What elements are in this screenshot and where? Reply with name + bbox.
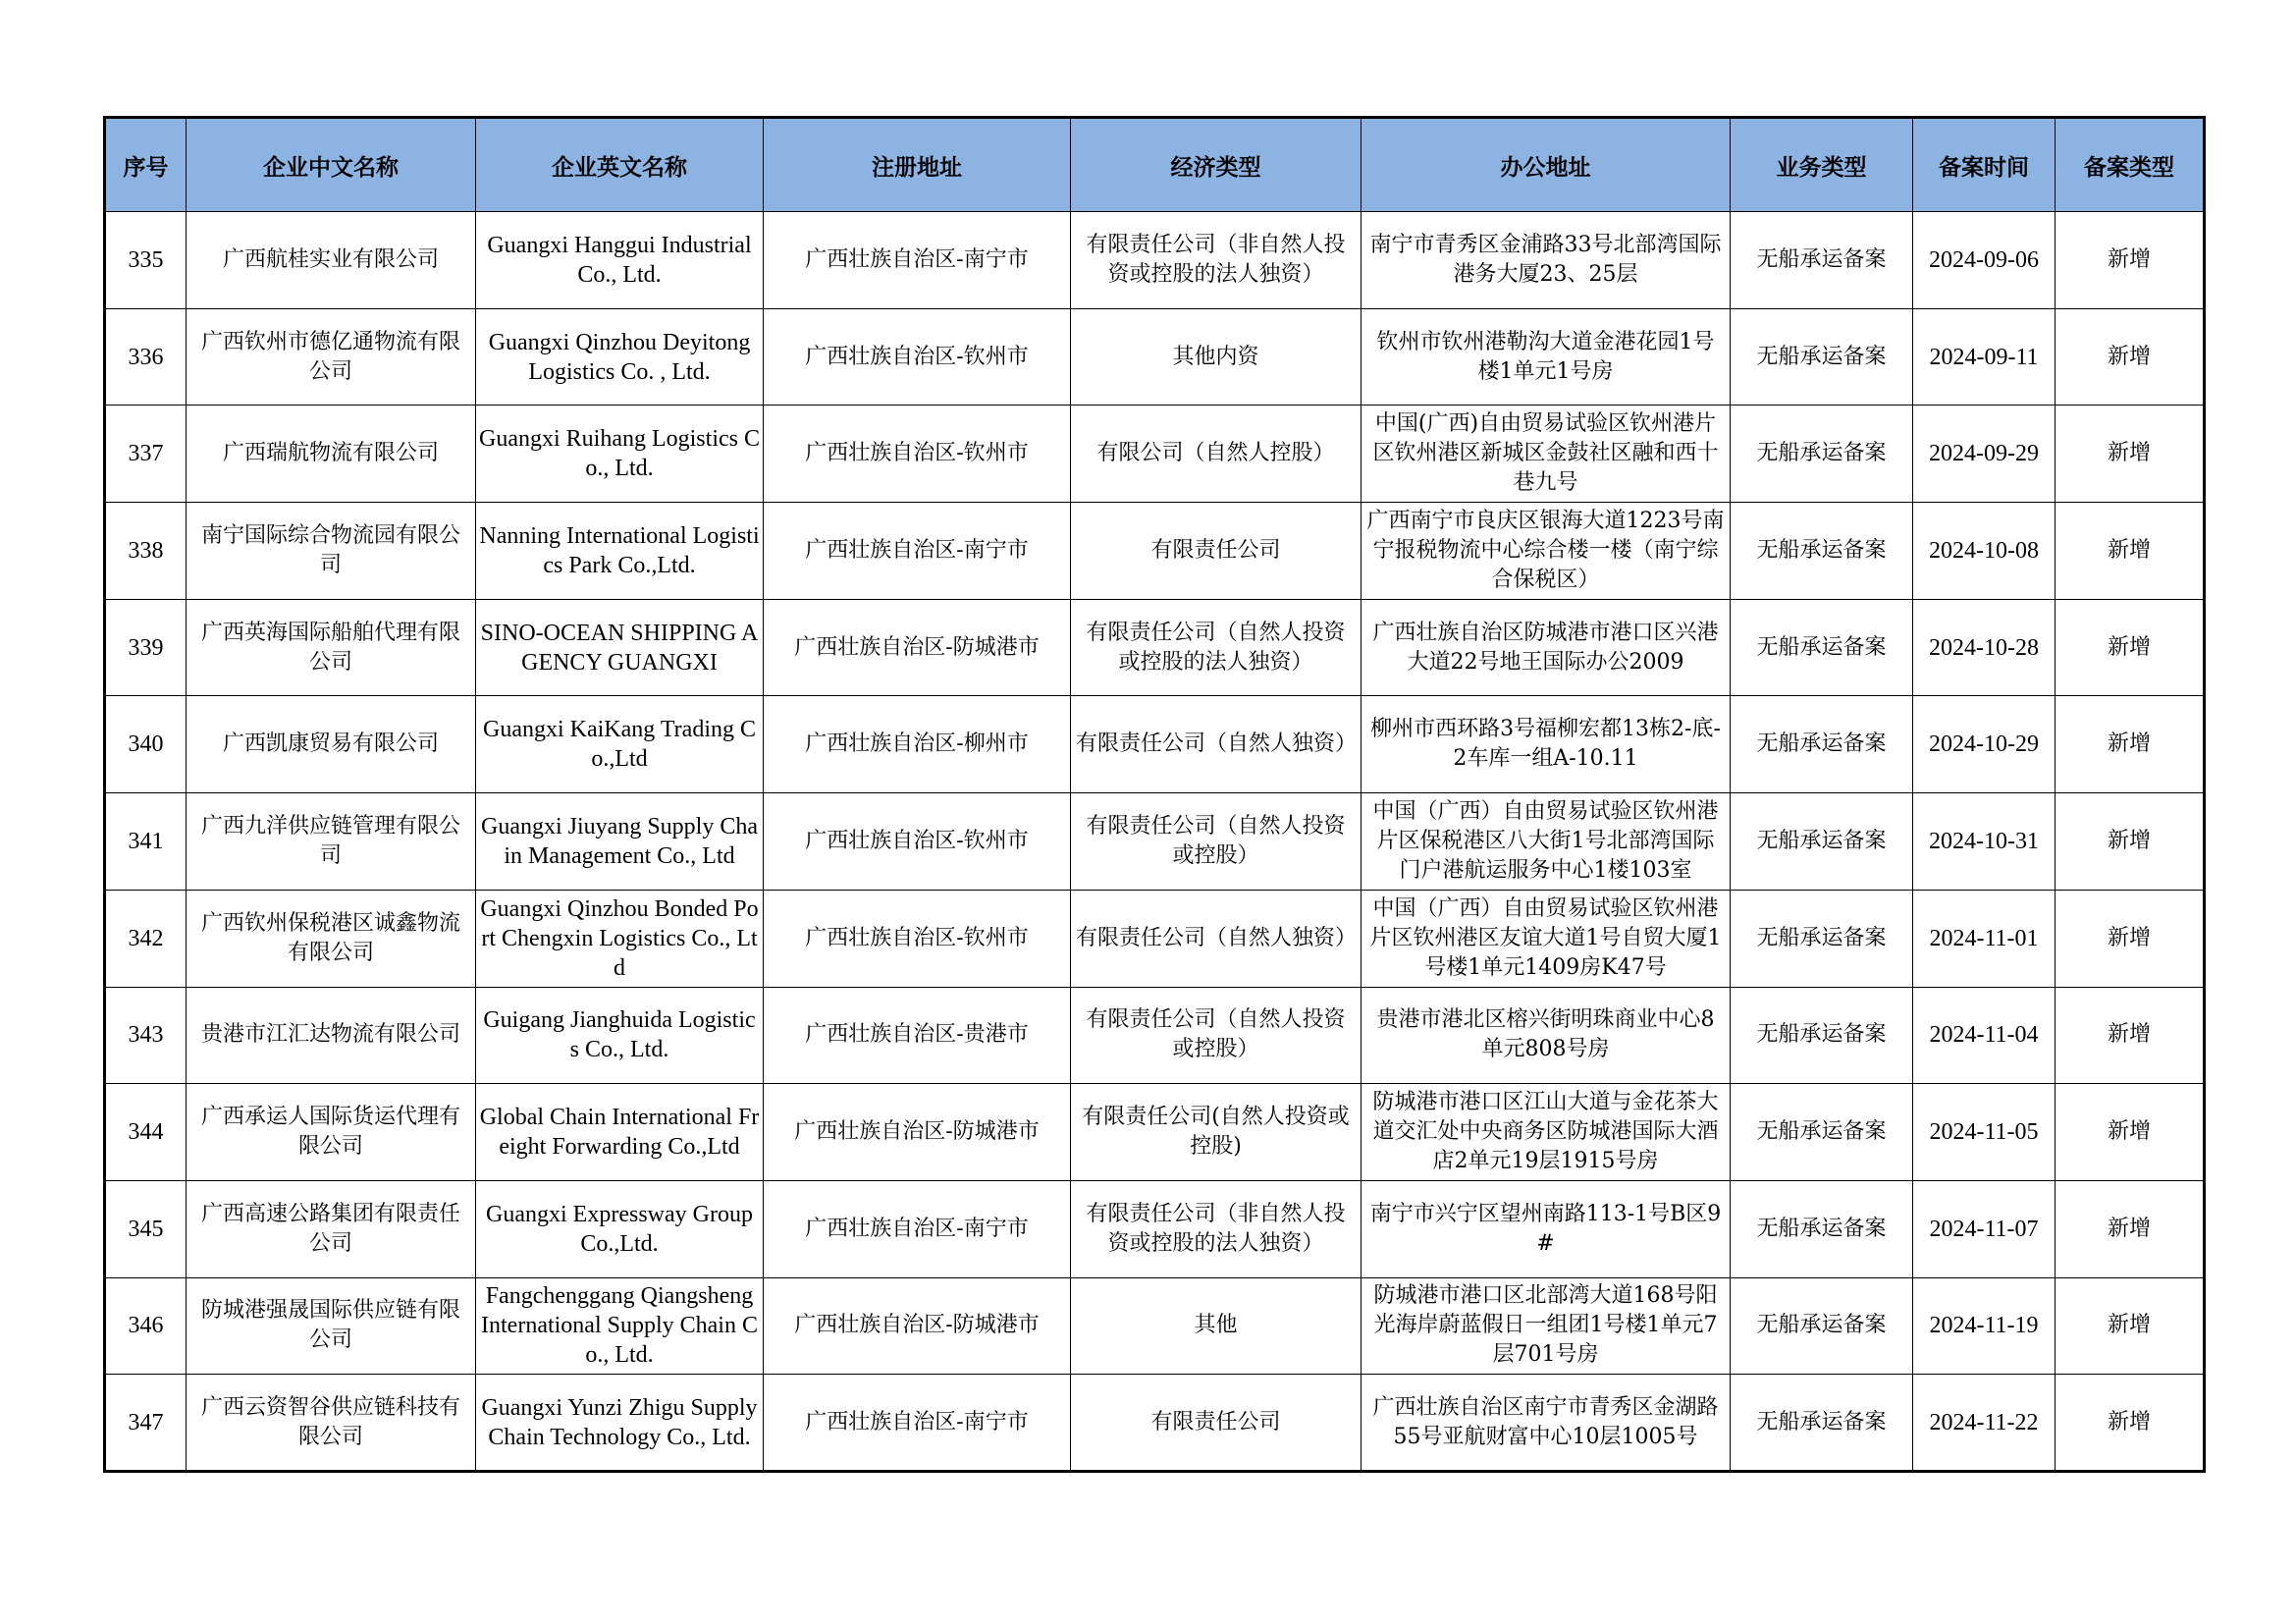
- cell-en-name: Guigang Jianghuida Logistics Co., Ltd.: [476, 987, 764, 1084]
- cell-biz-type: 无船承运备案: [1731, 406, 1913, 503]
- cell-en-name: Global Chain International Freight Forwarding Co.,Ltd: [476, 1084, 764, 1181]
- cell-reg-addr: 广西壮族自治区-南宁市: [764, 212, 1071, 309]
- cell-record-type: 新增: [2056, 890, 2205, 987]
- cell-cn-name: 广西钦州市德亿通物流有限公司: [187, 308, 476, 406]
- cell-cn-name: 广西高速公路集团有限责任公司: [187, 1180, 476, 1277]
- cell-biz-type: 无船承运备案: [1731, 890, 1913, 987]
- cell-biz-type: 无船承运备案: [1731, 696, 1913, 793]
- cell-no: 343: [105, 987, 187, 1084]
- cell-econ-type: 有限责任公司（自然人投资或控股的法人独资）: [1071, 599, 1362, 696]
- cell-date: 2024-11-05: [1913, 1084, 2056, 1181]
- cell-cn-name: 广西航桂实业有限公司: [187, 212, 476, 309]
- cell-date: 2024-09-11: [1913, 308, 2056, 406]
- cell-econ-type: 有限责任公司（自然人投资或控股）: [1071, 793, 1362, 891]
- cell-reg-addr: 广西壮族自治区-防城港市: [764, 599, 1071, 696]
- cell-date: 2024-11-19: [1913, 1277, 2056, 1375]
- cell-date: 2024-11-22: [1913, 1375, 2056, 1472]
- cell-office-addr: 防城港市港口区江山大道与金花茶大道交汇处中央商务区防城港国际大酒店2单元19层1915号房: [1362, 1084, 1731, 1181]
- cell-date: 2024-11-04: [1913, 987, 2056, 1084]
- header-record-type: 备案类型: [2056, 118, 2205, 212]
- table-header: [105, 118, 2205, 212]
- cell-econ-type: 有限责任公司（非自然人投资或控股的法人独资）: [1071, 212, 1362, 309]
- cell-no: 339: [105, 599, 187, 696]
- header-biz-type: 业务类型: [1731, 118, 1913, 212]
- cell-biz-type: 无船承运备案: [1731, 308, 1913, 406]
- cell-record-type: 新增: [2056, 1375, 2205, 1472]
- cell-office-addr: 柳州市西环路3号福柳宏都13栋2-底-2车库一组A-10.11: [1362, 696, 1731, 793]
- cell-en-name: Guangxi KaiKang Trading Co.,Ltd: [476, 696, 764, 793]
- cell-no: 337: [105, 406, 187, 503]
- cell-econ-type: 有限责任公司(自然人投资或控股): [1071, 1084, 1362, 1181]
- table-row: [105, 1084, 2205, 1181]
- cell-office-addr: 防城港市港口区北部湾大道168号阳光海岸蔚蓝假日一组团1号楼1单元7层701号房: [1362, 1277, 1731, 1375]
- cell-office-addr: 中国（广西）自由贸易试验区钦州港片区保税港区八大街1号北部湾国际门户港航运服务中心1楼103室: [1362, 793, 1731, 891]
- cell-date: 2024-09-29: [1913, 406, 2056, 503]
- cell-record-type: 新增: [2056, 406, 2205, 503]
- cell-office-addr: 贵港市港北区榕兴街明珠商业中心8单元808号房: [1362, 987, 1731, 1084]
- cell-no: 345: [105, 1180, 187, 1277]
- cell-cn-name: 南宁国际综合物流园有限公司: [187, 503, 476, 600]
- cell-reg-addr: 广西壮族自治区-防城港市: [764, 1084, 1071, 1181]
- cell-record-type: 新增: [2056, 1277, 2205, 1375]
- header-office-addr: 办公地址: [1362, 118, 1731, 212]
- cell-date: 2024-10-28: [1913, 599, 2056, 696]
- cell-reg-addr: 广西壮族自治区-柳州市: [764, 696, 1071, 793]
- cell-econ-type: 有限责任公司（自然人独资）: [1071, 890, 1362, 987]
- header-cn-name: 企业中文名称: [187, 118, 476, 212]
- cell-cn-name: 防城港强晟国际供应链有限公司: [187, 1277, 476, 1375]
- cell-date: 2024-11-01: [1913, 890, 2056, 987]
- cell-reg-addr: 广西壮族自治区-南宁市: [764, 1180, 1071, 1277]
- cell-en-name: Guangxi Qinzhou Bonded Port Chengxin Logistics Co., Ltd: [476, 890, 764, 987]
- cell-biz-type: 无船承运备案: [1731, 599, 1913, 696]
- cell-biz-type: 无船承运备案: [1731, 1084, 1913, 1181]
- cell-econ-type: 其他内资: [1071, 308, 1362, 406]
- header-reg-addr: 注册地址: [764, 118, 1071, 212]
- table-row: [105, 599, 2205, 696]
- cell-econ-type: 有限责任公司（自然人投资或控股）: [1071, 987, 1362, 1084]
- table-row: [105, 1277, 2205, 1375]
- cell-econ-type: 有限责任公司（自然人独资）: [1071, 696, 1362, 793]
- cell-cn-name: 广西云资智谷供应链科技有限公司: [187, 1375, 476, 1472]
- cell-cn-name: 广西英海国际船舶代理有限公司: [187, 599, 476, 696]
- cell-reg-addr: 广西壮族自治区-南宁市: [764, 503, 1071, 600]
- cell-date: 2024-10-29: [1913, 696, 2056, 793]
- cell-record-type: 新增: [2056, 599, 2205, 696]
- cell-cn-name: 广西承运人国际货运代理有限公司: [187, 1084, 476, 1181]
- cell-en-name: Guangxi Hanggui Industrial Co., Ltd.: [476, 212, 764, 309]
- cell-office-addr: 广西壮族自治区南宁市青秀区金湖路55号亚航财富中心10层1005号: [1362, 1375, 1731, 1472]
- cell-en-name: Guangxi Yunzi Zhigu Supply Chain Technology Co., Ltd.: [476, 1375, 764, 1472]
- cell-record-type: 新增: [2056, 308, 2205, 406]
- cell-cn-name: 广西凯康贸易有限公司: [187, 696, 476, 793]
- cell-reg-addr: 广西壮族自治区-钦州市: [764, 406, 1071, 503]
- cell-no: 346: [105, 1277, 187, 1375]
- cell-en-name: Guangxi Qinzhou Deyitong Logistics Co. , Ltd.: [476, 308, 764, 406]
- cell-econ-type: 其他: [1071, 1277, 1362, 1375]
- table-row: [105, 1375, 2205, 1472]
- record-table-container: [103, 116, 2203, 1473]
- cell-office-addr: 广西壮族自治区防城港市港口区兴港大道22号地王国际办公2009: [1362, 599, 1731, 696]
- cell-no: 335: [105, 212, 187, 309]
- cell-office-addr: 广西南宁市良庆区银海大道1223号南宁报税物流中心综合楼一楼（南宁综合保税区）: [1362, 503, 1731, 600]
- cell-en-name: SINO-OCEAN SHIPPING AGENCY GUANGXI: [476, 599, 764, 696]
- cell-no: 347: [105, 1375, 187, 1472]
- cell-no: 336: [105, 308, 187, 406]
- cell-no: 342: [105, 890, 187, 987]
- cell-en-name: Nanning International Logistics Park Co.,Ltd.: [476, 503, 764, 600]
- cell-record-type: 新增: [2056, 1084, 2205, 1181]
- cell-office-addr: 钦州市钦州港勒沟大道金港花园1号楼1单元1号房: [1362, 308, 1731, 406]
- record-table: [103, 116, 2206, 1473]
- header-no: 序号: [105, 118, 187, 212]
- table-row: [105, 503, 2205, 600]
- cell-econ-type: 有限责任公司: [1071, 503, 1362, 600]
- cell-record-type: 新增: [2056, 696, 2205, 793]
- cell-date: 2024-11-07: [1913, 1180, 2056, 1277]
- cell-biz-type: 无船承运备案: [1731, 1375, 1913, 1472]
- cell-en-name: Guangxi Expressway Group Co.,Ltd.: [476, 1180, 764, 1277]
- cell-office-addr: 南宁市青秀区金浦路33号北部湾国际港务大厦23、25层: [1362, 212, 1731, 309]
- cell-cn-name: 贵港市江汇达物流有限公司: [187, 987, 476, 1084]
- cell-biz-type: 无船承运备案: [1731, 1277, 1913, 1375]
- cell-no: 338: [105, 503, 187, 600]
- cell-record-type: 新增: [2056, 212, 2205, 309]
- cell-no: 344: [105, 1084, 187, 1181]
- table-row: [105, 406, 2205, 503]
- cell-econ-type: 有限责任公司: [1071, 1375, 1362, 1472]
- cell-record-type: 新增: [2056, 1180, 2205, 1277]
- cell-reg-addr: 广西壮族自治区-钦州市: [764, 890, 1071, 987]
- cell-date: 2024-10-31: [1913, 793, 2056, 891]
- cell-no: 341: [105, 793, 187, 891]
- table-body: [105, 212, 2205, 1472]
- cell-reg-addr: 广西壮族自治区-钦州市: [764, 308, 1071, 406]
- cell-office-addr: 中国(广西)自由贸易试验区钦州港片区钦州港区新城区金鼓社区融和西十巷九号: [1362, 406, 1731, 503]
- table-row: [105, 212, 2205, 309]
- cell-reg-addr: 广西壮族自治区-贵港市: [764, 987, 1071, 1084]
- cell-biz-type: 无船承运备案: [1731, 212, 1913, 309]
- cell-biz-type: 无船承运备案: [1731, 503, 1913, 600]
- cell-cn-name: 广西九洋供应链管理有限公司: [187, 793, 476, 891]
- cell-record-type: 新增: [2056, 503, 2205, 600]
- cell-no: 340: [105, 696, 187, 793]
- cell-record-type: 新增: [2056, 987, 2205, 1084]
- header-en-name: 企业英文名称: [476, 118, 764, 212]
- cell-record-type: 新增: [2056, 793, 2205, 891]
- table-row: [105, 308, 2205, 406]
- cell-biz-type: 无船承运备案: [1731, 1180, 1913, 1277]
- table-row: [105, 1180, 2205, 1277]
- cell-date: 2024-09-06: [1913, 212, 2056, 309]
- cell-office-addr: 中国（广西）自由贸易试验区钦州港片区钦州港区友谊大道1号自贸大厦1号楼1单元1409房K47号: [1362, 890, 1731, 987]
- header-date: 备案时间: [1913, 118, 2056, 212]
- table-row: [105, 793, 2205, 891]
- cell-reg-addr: 广西壮族自治区-南宁市: [764, 1375, 1071, 1472]
- cell-econ-type: 有限责任公司（非自然人投资或控股的法人独资）: [1071, 1180, 1362, 1277]
- cell-en-name: Fangchenggang Qiangsheng International Supply Chain Co., Ltd.: [476, 1277, 764, 1375]
- cell-en-name: Guangxi Jiuyang Supply Chain Management Co., Ltd: [476, 793, 764, 891]
- cell-cn-name: 广西瑞航物流有限公司: [187, 406, 476, 503]
- cell-cn-name: 广西钦州保税港区诚鑫物流有限公司: [187, 890, 476, 987]
- cell-econ-type: 有限公司（自然人控股）: [1071, 406, 1362, 503]
- cell-biz-type: 无船承运备案: [1731, 987, 1913, 1084]
- header-row: [105, 118, 2205, 212]
- table-row: [105, 696, 2205, 793]
- cell-biz-type: 无船承运备案: [1731, 793, 1913, 891]
- cell-date: 2024-10-08: [1913, 503, 2056, 600]
- cell-office-addr: 南宁市兴宁区望州南路113-1号B区9#: [1362, 1180, 1731, 1277]
- header-econ-type: 经济类型: [1071, 118, 1362, 212]
- cell-reg-addr: 广西壮族自治区-防城港市: [764, 1277, 1071, 1375]
- cell-en-name: Guangxi Ruihang Logistics Co., Ltd.: [476, 406, 764, 503]
- cell-reg-addr: 广西壮族自治区-钦州市: [764, 793, 1071, 891]
- table-row: [105, 987, 2205, 1084]
- table-row: [105, 890, 2205, 987]
